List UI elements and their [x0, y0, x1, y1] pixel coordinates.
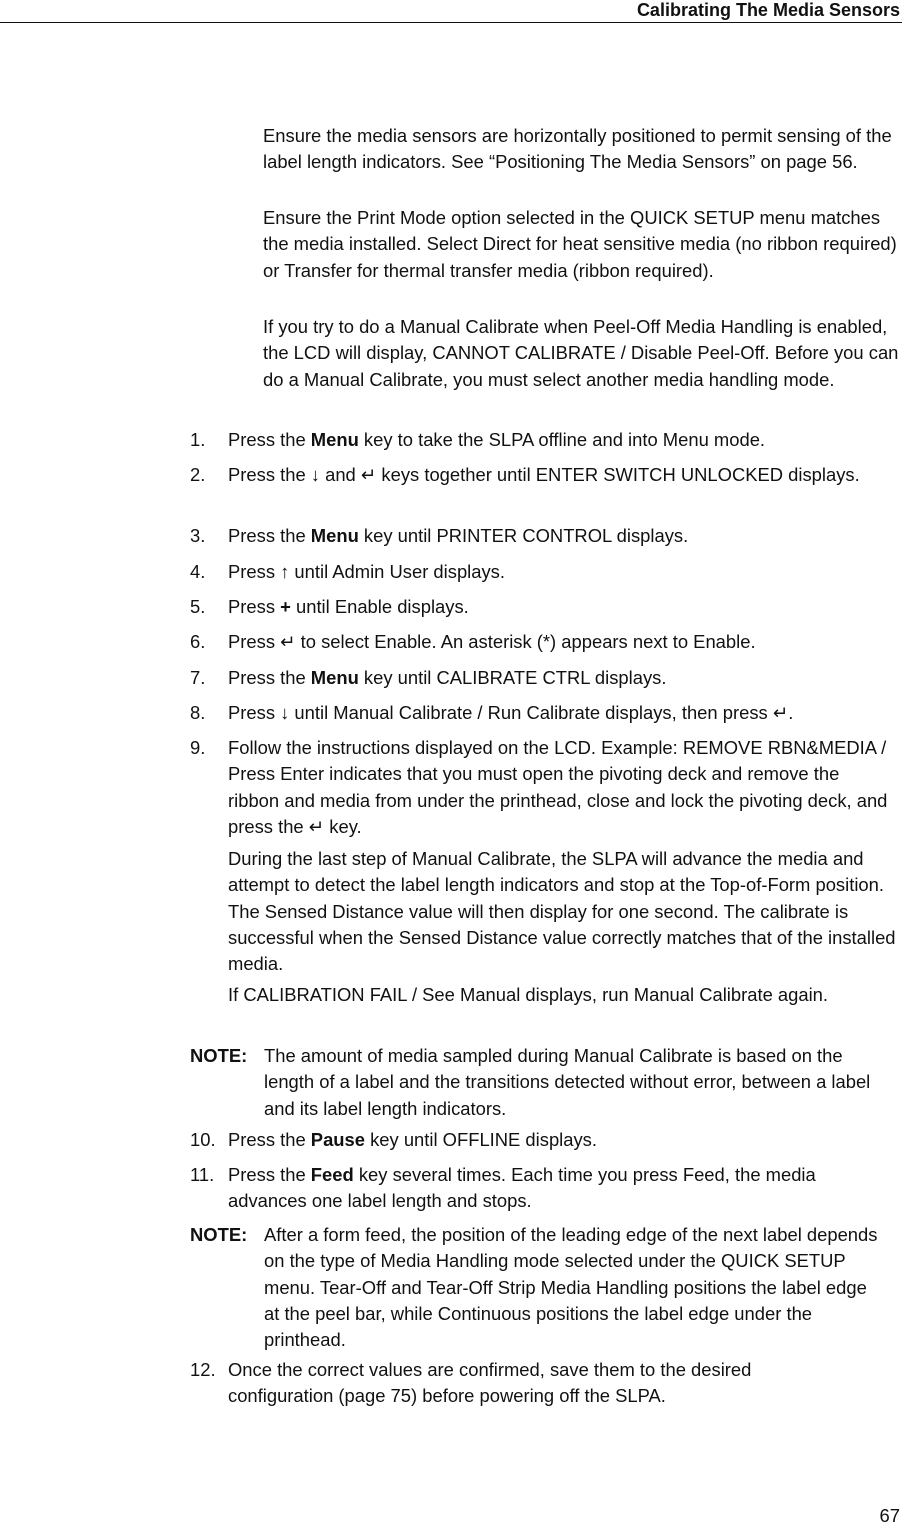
note-label: NOTE: [190, 1045, 248, 1066]
step-text: Press the Menu key to take the SLPA offline and into Menu mode. [228, 429, 766, 450]
key-name: Feed [310, 1164, 354, 1185]
intro-paragraph: Ensure the media sensors are horizontally positioned to permit sensing of the label length indicators. See “Positioning The Media Sensors” on page 56. [263, 125, 892, 173]
intro-paragraph: Ensure the Print Mode option selected in the QUICK SETUP menu matches the media installed. Select Direct for heat sensitive media (no ribbon required) or Transfer for thermal transfer media (ribbon required). [263, 207, 897, 281]
note-label: NOTE: [190, 1224, 248, 1245]
note-text: The amount of media sampled during Manual Calibrate is based on the length of a label and the transitions detected without error, between a label and its label length indicators. [264, 1045, 871, 1119]
key-name: Menu [310, 525, 359, 546]
step-detail-paragraph: If CALIBRATION FAIL / See Manual displays, run Manual Calibrate again. [228, 984, 829, 1005]
step-text: Press the Pause key until OFFLINE displays. [228, 1129, 597, 1150]
section-title: Calibrating The Media Sensors [636, 0, 900, 20]
step-number: 3. [190, 525, 206, 546]
step-text: Press ↓ until Manual Calibrate / Run Calibrate displays, then press ↵. [228, 702, 794, 723]
key-name: Pause [310, 1129, 365, 1150]
step-number: 12. [190, 1359, 216, 1380]
note-text: After a form feed, the position of the leading edge of the next label depends on the type of Media Handling mode selected under the QUICK SETUP menu. Tear-Off and Tear-Off Strip Media Handling positions the label edge at the peel bar, while Continuous positions the label edge under the printhead. [264, 1224, 878, 1351]
step-number: 11. [190, 1164, 215, 1185]
step-number: 4. [190, 561, 206, 582]
step-text: Press the Feed key several times. Each time you press Feed, the media advances one label length and stops. [228, 1164, 816, 1212]
step-number: 7. [190, 667, 206, 688]
page-header [0, 0, 902, 23]
step-number: 1. [190, 429, 206, 450]
step-text: Press the Menu key until CALIBRATE CTRL displays. [228, 667, 667, 688]
step-number: 6. [190, 631, 206, 652]
key-name: Menu [310, 429, 359, 450]
step-number: 9. [190, 737, 206, 758]
step-text: Press the Menu key until PRINTER CONTROL displays. [228, 525, 689, 546]
key-name: + [280, 596, 291, 617]
step-number: 2. [190, 464, 206, 485]
step-text: Once the correct values are confirmed, save them to the desired configuration (page 75) before powering off the SLPA. [228, 1359, 752, 1407]
step-text: Press ↑ until Admin User displays. [228, 561, 505, 582]
step-number: 5. [190, 596, 206, 617]
step-text: Press the ↓ and ↵ keys together until ENTER SWITCH UNLOCKED displays. [228, 464, 860, 485]
step-number: 10. [190, 1129, 216, 1150]
step-detail-paragraph: During the last step of Manual Calibrate, the SLPA will advance the media and attempt to detect the label length indicators and stop at the Top-of-Form position. The Sensed Distance value will then display for one second. The calibrate is successful when the Sensed Distance value correctly matches that of the installed media. [228, 848, 896, 975]
step-text: Follow the instructions displayed on the LCD. Example: REMOVE RBN&MEDIA / Press Enter indicates that you must open the pivoting deck and remove the ribbon and media from under the printhead, close and lock the pivoting deck, and press the ↵ key. [228, 737, 888, 837]
step-text: Press ↵ to select Enable. An asterisk (*) appears next to Enable. [228, 631, 756, 652]
intro-paragraph: If you try to do a Manual Calibrate when Peel-Off Media Handling is enabled, the LCD will display, CANNOT CALIBRATE / Disable Peel-Off. Before you can do a Manual Calibrate, you must select another media handling mode. [263, 316, 899, 390]
step-number: 8. [190, 702, 206, 723]
page-number: 67 [879, 1505, 900, 1526]
key-name: Menu [310, 667, 359, 688]
step-text: Press + until Enable displays. [228, 596, 469, 617]
